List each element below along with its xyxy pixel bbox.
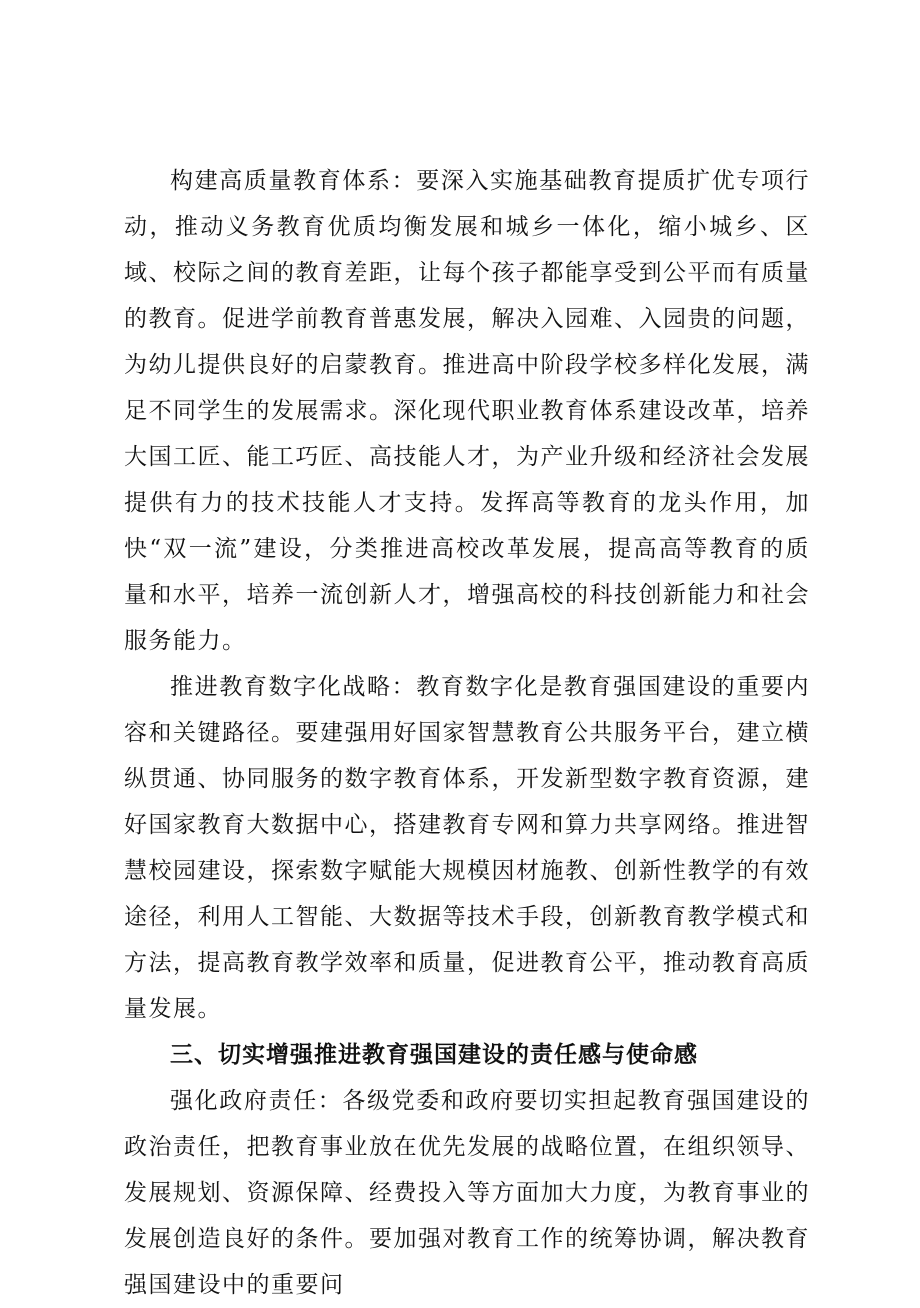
paragraph-high-quality-education-system: 构建高质量教育体系：要深入实施基础教育提质扩优专项行动，推动义务教育优质均衡发展和城乡一体化，缩小城乡、区域、校际之间的教育差距，让每个孩子都能享受到公平而有质量的教育。促进学前教育普惠发展，解决入园难、入园贵的问题，为幼儿提供良好的启蒙教育。推进高中阶段学校多样化发展，满足不同学生的发展需求。深化现代职业教育体系建设改革，培养大国工匠、能工巧匠、高技能人才，为产业升级和经济社会发展提供有力的技术技能人才支持。发挥高等教育的龙头作用，加快“双一流”建设，分类推进高校改革发展，提高高等教育的质量和水平，培养一流创新人才，增强高校的科技创新能力和社会服务能力。 [124, 168, 810, 654]
document-body [124, 158, 810, 1308]
section-heading: 三、切实增强推进教育强国建设的责任感与使命感 [170, 1042, 698, 1068]
paragraph-education-digitalization: 推进教育数字化战略：教育数字化是教育强国建设的重要内容和关键路径。要建强用好国家智慧教育公共服务平台，建立横纵贯通、协同服务的数字教育体系，开发新型数字教育资源，建好国家教育大数据中心，搭建教育专网和算力共享网络。推进智慧校园建设，探索数字赋能大规模因材施教、创新性教学的有效途径，利用人工智能、大数据等技术手段，创新教育教学模式和方法，提高教育教学效率和质量，促进教育公平，推动教育高质量发展。 [124, 674, 810, 1022]
paragraph-government-responsibility: 强化政府责任：各级党委和政府要切实担起教育强国建设的政治责任，把教育事业放在优先发展的战略位置，在组织领导、发展规划、资源保障、经费投入等方面加大力度，为教育事业的发展创造良好的条件。要加强对教育工作的统筹协调，解决教育强国建设中的重要问 [124, 1088, 810, 1298]
